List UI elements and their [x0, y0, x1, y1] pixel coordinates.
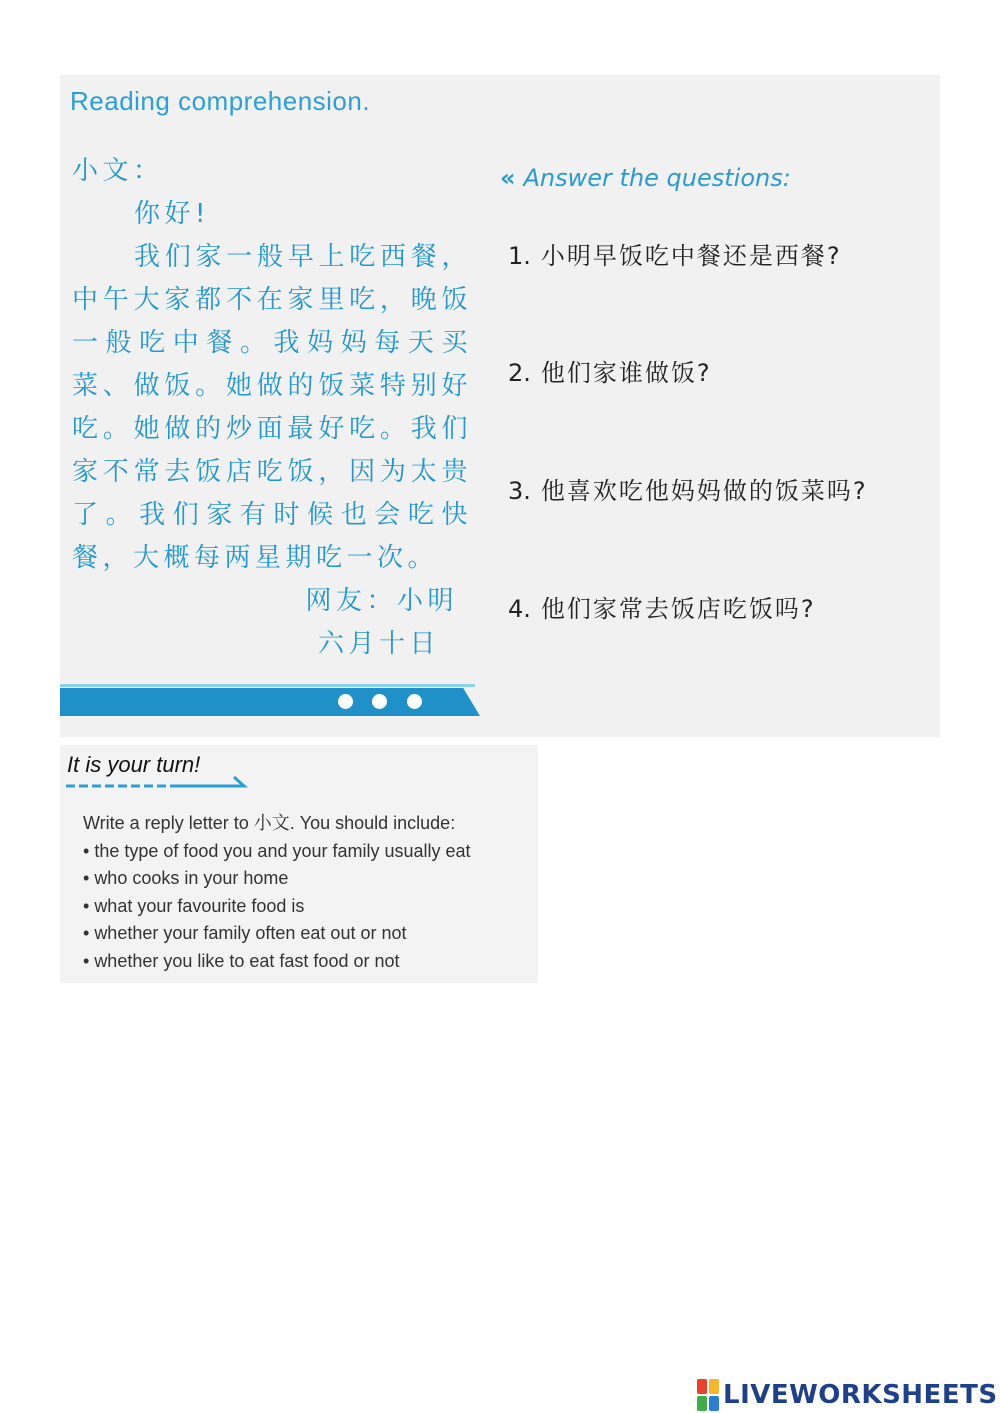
letter-greeting: 你好! [134, 199, 210, 229]
instruction-bullet: • whether your family often eat out or not [83, 920, 533, 948]
instruction-bullet: • who cooks in your home [83, 865, 533, 893]
instruction-bullet: • whether you like to eat fast food or not [83, 948, 533, 976]
your-turn-title: It is your turn! [67, 752, 201, 777]
instruction-bullet: • what your favourite food is [83, 893, 533, 921]
reading-title: Reading comprehension. [70, 86, 371, 116]
dot-icon [407, 694, 422, 709]
dot-icon [372, 694, 387, 709]
dot-icon [338, 694, 353, 709]
question-item [508, 236, 842, 271]
letter-date: 六月十日 [317, 629, 440, 659]
question-text: 他们家常去饭店吃饭吗? [540, 595, 816, 623]
question-item [508, 471, 868, 506]
question-number: 1. [508, 242, 531, 270]
question-number: 4. [508, 595, 531, 623]
question-number: 2. [508, 359, 531, 387]
question-item [508, 353, 712, 388]
letter-text [72, 150, 472, 666]
logo-mark-icon [697, 1379, 719, 1411]
liveworksheets-logo[interactable] [697, 1378, 998, 1412]
question-item [508, 589, 816, 624]
questions-heading-text: Answer the questions: [523, 164, 791, 192]
instruction-bullet: • the type of food you and your family usually eat [83, 838, 533, 866]
instructions-intro: Write a reply letter to 小文. You should include: [83, 813, 456, 833]
bar-accent-line [60, 684, 475, 687]
arrow-underline-icon [66, 776, 256, 790]
questions-heading [500, 164, 791, 192]
double-chevron-left-icon: « [500, 164, 516, 192]
letter-body: 我们家一般早上吃西餐，中午大家都不在家里吃，晚饭一般吃中餐。我妈妈每天买菜、做饭。她做的饭菜特别好吃。她做的炒面最好吃。我们家不常去饭店吃饭，因为太贵了。我们家有时候也会吃快餐，大概每两星期吃一次。 [72, 242, 472, 573]
question-text: 他喜欢吃他妈妈做的饭菜吗? [540, 477, 868, 505]
reply-instructions [83, 810, 533, 975]
letter-signature: 网友：小明 [305, 586, 458, 616]
logo-text: LIVEWORKSHEETS [723, 1380, 998, 1410]
question-text: 他们家谁做饭? [540, 359, 712, 387]
question-number: 3. [508, 477, 531, 505]
letter-greeting-to: 小文： [72, 156, 164, 186]
question-text: 小明早饭吃中餐还是西餐? [540, 242, 842, 270]
